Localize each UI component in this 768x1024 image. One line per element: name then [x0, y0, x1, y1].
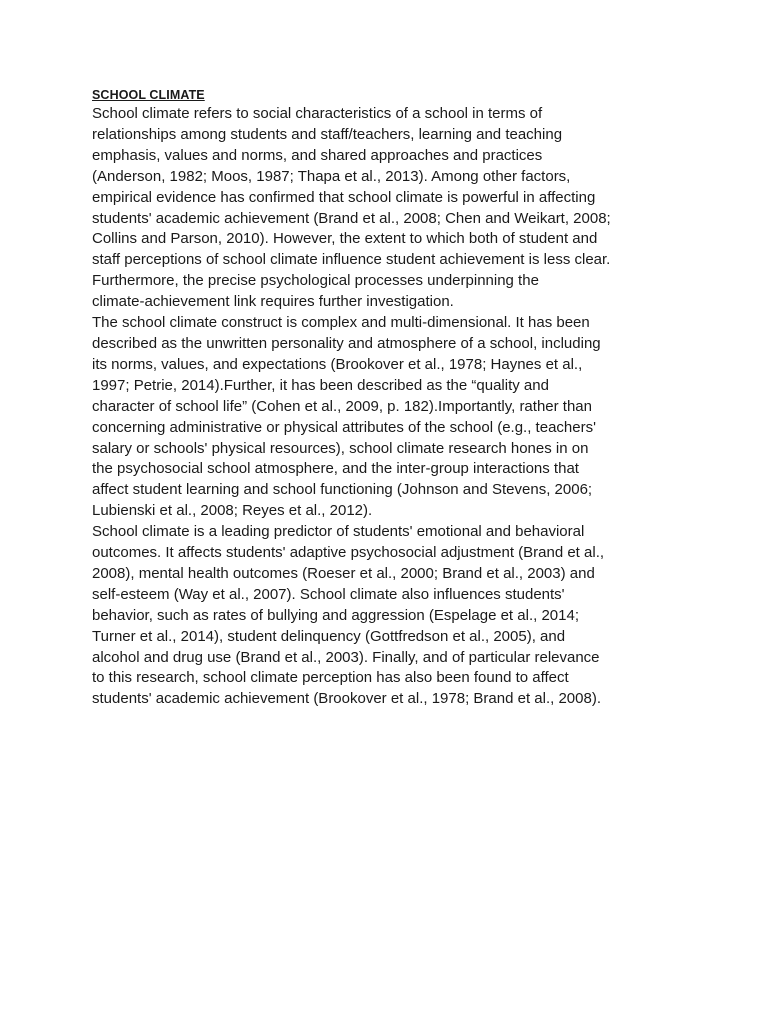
- text-line: described as the unwritten personality and atmosphere of a school, including: [92, 334, 601, 352]
- document-page: [92, 86, 682, 710]
- text-line: concerning administrative or physical attributes of the school (e.g., teachers': [92, 418, 596, 436]
- text-line: character of school life” (Cohen et al., 2009, p. 182).Importantly, rather than: [92, 397, 592, 415]
- text-line: The school climate construct is complex and multi-dimensional. It has been: [92, 314, 590, 332]
- text-line: students' academic achievement (Brookover et al., 1978; Brand et al., 2008).: [92, 690, 601, 708]
- text-line: emphasis, values and norms, and shared approaches and practices: [92, 146, 543, 164]
- text-line: 1997; Petrie, 2014).Further, it has been described as the “quality and: [92, 376, 549, 394]
- text-line: Furthermore, the precise psychological processes underpinning the: [92, 272, 539, 290]
- text-line: outcomes. It affects students' adaptive psychosocial adjustment (Brand et al.,: [92, 544, 605, 562]
- text-line: staff perceptions of school climate influence student achievement is less clear.: [92, 251, 611, 269]
- text-line: (Anderson, 1982; Moos, 1987; Thapa et al., 2013). Among other factors,: [92, 167, 571, 185]
- paragraph: [92, 313, 682, 522]
- text-line: the psychosocial school atmosphere, and the inter-group interactions that: [92, 460, 579, 478]
- text-line: students' academic achievement (Brand et al., 2008; Chen and Weikart, 2008;: [92, 209, 611, 227]
- text-line: Lubienski et al., 2008; Reyes et al., 2012).: [92, 502, 373, 520]
- text-line: climate-achievement link requires further investigation.: [92, 293, 454, 311]
- paragraph: [92, 104, 682, 313]
- body-text: [92, 104, 682, 710]
- text-line: its norms, values, and expectations (Brookover et al., 1978; Haynes et al.,: [92, 355, 583, 373]
- text-line: Turner et al., 2014), student delinquency (Gottfredson et al., 2005), and: [92, 627, 566, 645]
- text-line: behavior, such as rates of bullying and aggression (Espelage et al., 2014;: [92, 606, 579, 624]
- paragraph: [92, 522, 682, 710]
- text-line: alcohol and drug use (Brand et al., 2003). Finally, and of particular relevance: [92, 648, 600, 666]
- text-line: School climate is a leading predictor of students' emotional and behavioral: [92, 523, 585, 541]
- section-heading: SCHOOL CLIMATE: [92, 88, 205, 102]
- text-line: self-esteem (Way et al., 2007). School climate also influences students': [92, 585, 565, 603]
- text-line: School climate refers to social characteristics of a school in terms of: [92, 105, 543, 122]
- text-line: 2008), mental health outcomes (Roeser et al., 2000; Brand et al., 2003) and: [92, 564, 595, 582]
- text-line: Collins and Parson, 2010). However, the extent to which both of student and: [92, 230, 598, 248]
- text-line: salary or schools' physical resources), school climate research hones in on: [92, 439, 589, 457]
- text-line: empirical evidence has confirmed that school climate is powerful in affecting: [92, 188, 596, 206]
- text-line: relationships among students and staff/teachers, learning and teaching: [92, 125, 563, 143]
- text-line: affect student learning and school functioning (Johnson and Stevens, 2006;: [92, 481, 593, 499]
- text-line: to this research, school climate perception has also been found to affect: [92, 669, 569, 687]
